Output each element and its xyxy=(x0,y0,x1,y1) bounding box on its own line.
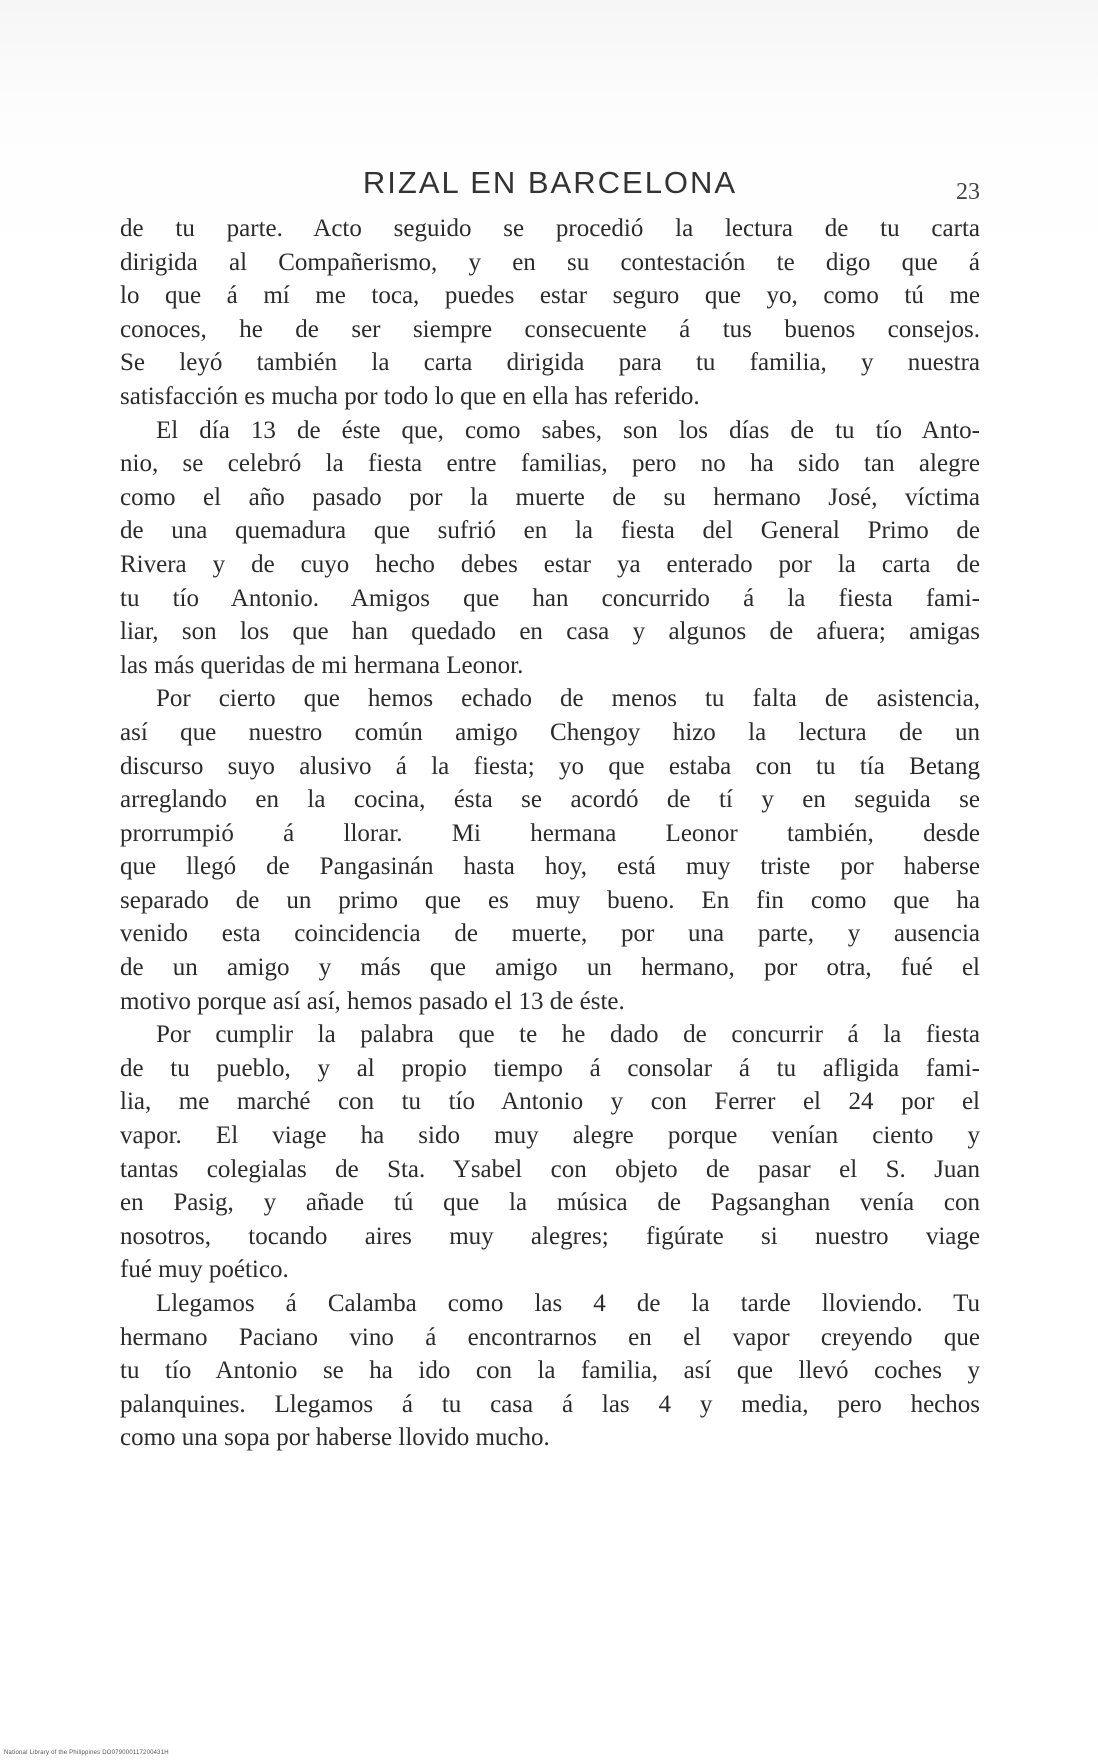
text-line: lo que á mí me toca, puedes estar seguro que yo, como tú me xyxy=(120,282,980,310)
running-header xyxy=(120,165,980,205)
text-line: nosotros, tocando aires muy alegres; figúrate si nuestro viage xyxy=(120,1222,980,1250)
text-line: prorrumpió á llorar. Mi hermana Leonor también, desde xyxy=(120,819,980,847)
text-line: de una quemadura que sufrió en la fiesta del General Primo de xyxy=(120,517,980,545)
text-line: arreglando en la cocina, ésta se acordó de tí y en seguida se xyxy=(120,786,980,814)
text-line: venido esta coincidencia de muerte, por una parte, y ausencia xyxy=(120,920,980,948)
text-line: motivo porque así así, hemos pasado el 13 de éste. xyxy=(120,987,625,1015)
text-line: conoces, he de ser siempre consecuente á tus buenos consejos. xyxy=(120,315,980,343)
text-line: liar, son los que han quedado en casa y algunos de afuera; amigas xyxy=(120,618,980,646)
text-line: las más queridas de mi hermana Leonor. xyxy=(120,651,524,679)
text-line: vapor. El viage ha sido muy alegre porque venían ciento y xyxy=(120,1122,980,1150)
text-line: en Pasig, y añade tú que la música de Pagsanghan venía con xyxy=(120,1189,980,1217)
library-credit: National Library of the Philippines DO079000117200431H xyxy=(4,1750,169,1756)
text-line: así que nuestro común amigo Chengoy hizo la lectura de un xyxy=(120,718,980,746)
text-line: de tu parte. Acto seguido se procedió la lectura de tu carta xyxy=(120,215,980,242)
text-line: discurso suyo alusivo á la fiesta; yo que estaba con tu tía Betang xyxy=(120,752,980,780)
text-line: Rivera y de cuyo hecho debes estar ya enterado por la carta de xyxy=(120,550,980,578)
text-line: tantas colegialas de Sta. Ysabel con objeto de pasar el S. Juan xyxy=(120,1155,980,1183)
text-line: hermano Paciano vino á encontrarnos en el vapor creyendo que xyxy=(120,1323,980,1351)
text-line: como una sopa por haberse llovido mucho. xyxy=(120,1424,550,1452)
text-line: tu tío Antonio se ha ido con la familia, así que llevó coches y xyxy=(120,1357,980,1385)
text-line: tu tío Antonio. Amigos que han concurrido á la fiesta fami- xyxy=(120,584,980,612)
text-line: El día 13 de éste que, como sabes, son los días de tu tío Anto- xyxy=(156,416,980,444)
text-line: Por cierto que hemos echado de menos tu falta de asistencia, xyxy=(156,685,980,713)
text-line: Por cumplir la palabra que te he dado de concurrir á la fiesta xyxy=(156,1021,980,1049)
text-line: fué muy poético. xyxy=(120,1256,289,1284)
text-line: nio, se celebró la fiesta entre familias, pero no ha sido tan alegre xyxy=(120,450,980,478)
text-line: Llegamos á Calamba como las 4 de la tarde lloviendo. Tu xyxy=(156,1290,980,1317)
text-line: palanquines. Llegamos á tu casa á las 4 y media, pero hechos xyxy=(120,1390,980,1418)
body-text xyxy=(120,212,980,1455)
text-line: de tu pueblo, y al propio tiempo á consolar á tu afligida fami- xyxy=(120,1054,980,1082)
page-title: RIZAL EN BARCELONA xyxy=(362,165,738,200)
text-line: dirigida al Compañerismo, y en su contestación te digo que á xyxy=(120,248,980,276)
text-line: separado de un primo que es muy bueno. En fin como que ha xyxy=(120,886,980,914)
page-number: 23 xyxy=(956,179,980,205)
text-line: que llegó de Pangasinán hasta hoy, está muy triste por haberse xyxy=(120,853,980,881)
text-line: lia, me marché con tu tío Antonio y con Ferrer el 24 por el xyxy=(120,1088,980,1116)
text-line: Se leyó también la carta dirigida para tu familia, y nuestra xyxy=(120,349,980,377)
text-line: satisfacción es mucha por todo lo que en ella has referido. xyxy=(120,382,700,410)
text-line: de un amigo y más que amigo un hermano, por otra, fué el xyxy=(120,954,980,982)
text-line: como el año pasado por la muerte de su hermano José, víctima xyxy=(120,483,980,511)
